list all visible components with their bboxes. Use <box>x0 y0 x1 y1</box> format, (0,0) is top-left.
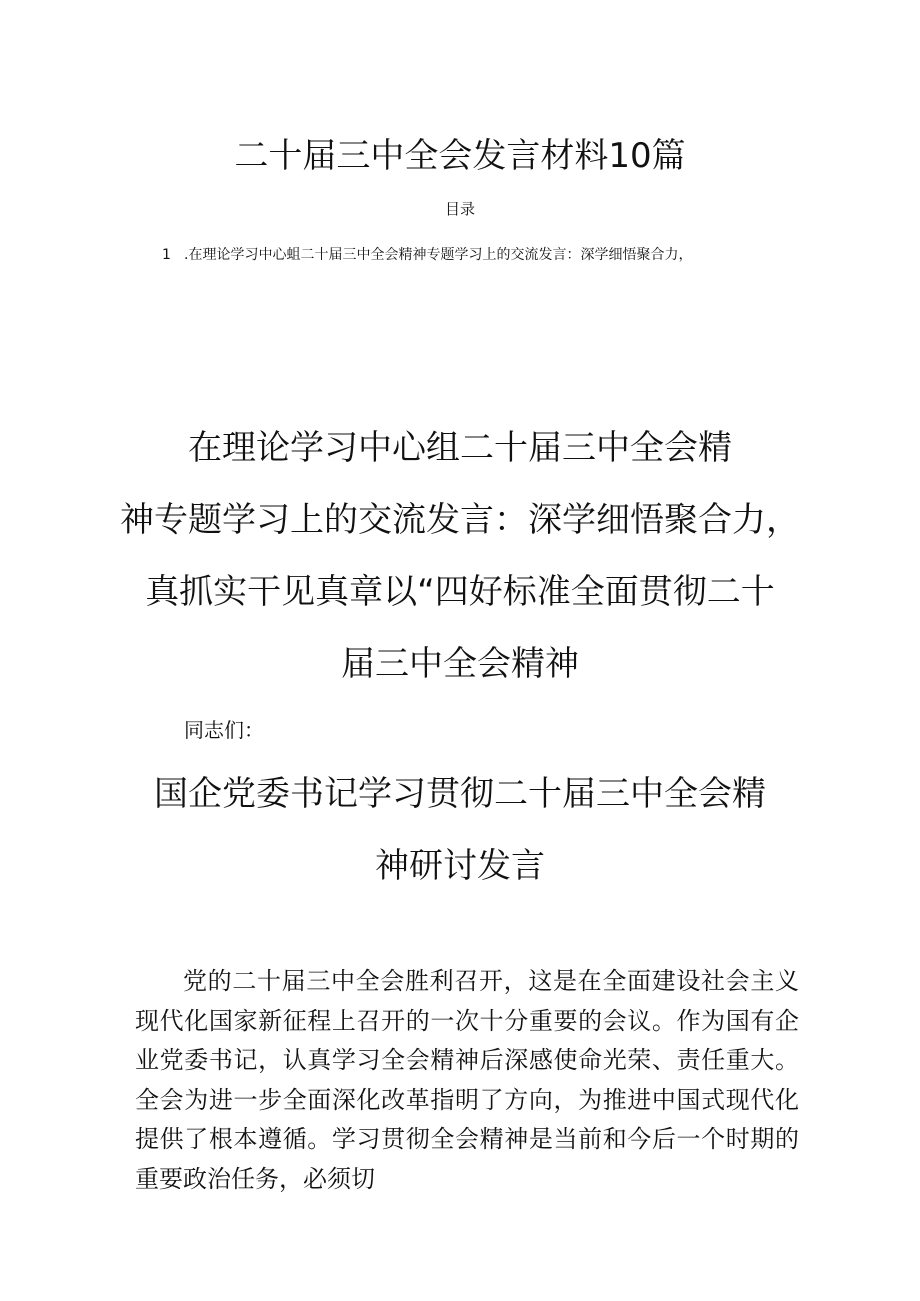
salutation: 同志们： <box>184 718 264 742</box>
section-2-title-line: 国企党委书记学习贯彻二十届三中全会精 <box>154 774 766 814</box>
body-paragraph: 党的二十届三中全会胜利召开，这是在全面建设社会主义现代化国家新征程上召开的一次十分重要的会议。作为国有企业党委书记，认真学习全会精神后深感使命光荣、责任重大。全会为进一步全面深化改革指明了方向，为推进中国式现代化提供了根本遵循。学习贯彻全会精神是当前和今后一个时期的重要政治任务，必须切 <box>135 967 799 1193</box>
toc-heading: 目录 <box>444 200 475 218</box>
toc-entry-text: .在理论学习中心蛆二十届三中全会精神专题学习上的交流发言：深学细悟聚合力， <box>184 247 693 263</box>
section-2-title-line: 神研讨发言 <box>375 846 545 886</box>
section-1-title-line: 届三中全会精神 <box>341 644 579 684</box>
body-text <box>135 962 799 1200</box>
section-1-title-line: 神专题学习上的交流发言：深学细悟聚合力， <box>120 500 800 540</box>
section-1-title-line: 真抓实干见真章以“四好标准全面贯彻二十 <box>145 572 775 612</box>
document-title: 二十届三中全会发言材料10篇 <box>234 136 686 176</box>
toc-entry[interactable] <box>162 244 692 264</box>
section-1-title <box>0 412 920 700</box>
toc-entry-number: 1 <box>162 247 171 263</box>
section-2-title <box>0 758 920 902</box>
section-1-title-line: 在理论学习中心组二十届三中全会精 <box>188 428 732 468</box>
